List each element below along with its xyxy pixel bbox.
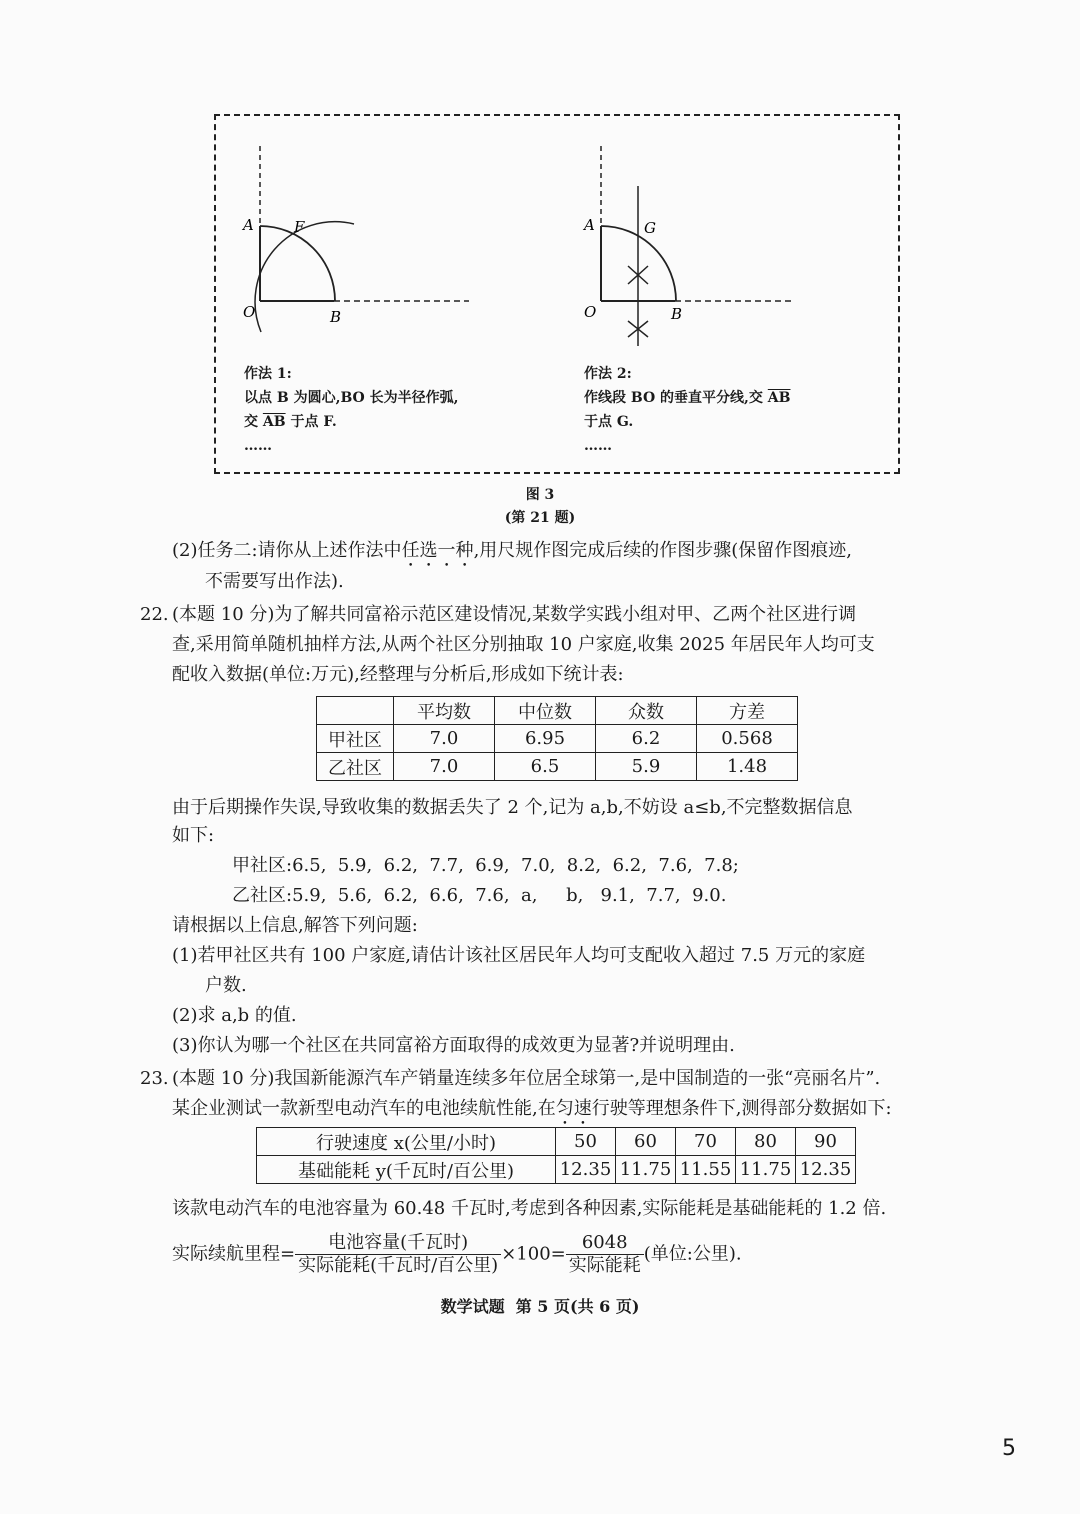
q23-intro-1: (本题 10 分)我国新能源汽车产销量连续多年位居全球第一,是中国制造的一张“亮丽名片”. [172,1068,881,1089]
q22-part1-line1: (1)若甲社区共有 100 户家庭,请估计该社区居民年人均可支配收入超过 7.5 万元的家庭 [172,945,866,966]
q22-intro-1: (本题 10 分)为了解共同富裕示范区建设情况,某数学实践小组对甲、乙两个社区进行调 [172,604,857,625]
label-a: A [243,216,254,234]
method-2-line2: 于点 G. [584,414,634,430]
method-2-ellipsis: …… [584,438,612,454]
q21-task2-line2: 不需要写出作法). [205,571,344,592]
label-b: B [330,308,342,326]
q22-number: 22. [140,604,169,625]
arc-ab [260,226,335,301]
label-o: O [243,303,256,321]
label-f: F [294,218,305,236]
q23-after: 该款电动汽车的电池容量为 60.48 千瓦时,考虑到各种因素,实际能耗是基础能耗的 1.2 倍. [172,1198,887,1219]
q22-prompt: 请根据以上信息,解答下列问题: [172,915,418,936]
page-footer: 数学试题 第 5 页(共 6 页) [440,1297,640,1316]
q22-data-yi: 乙社区:5.9, 5.6, 6.2, 6.6, 7.6, a, b, 9.1, 7.7, 9.0. [232,885,727,906]
method-1-line2: 交 $\overline{AB}$ 于点 F. [244,414,337,430]
q23-number: 23. [140,1068,169,1089]
arc-ab-notation: $\overline{AB}$ [767,390,791,406]
method-1-ellipsis: …… [244,438,272,454]
label-o: O [584,303,597,321]
figure-caption: 图 3 [525,487,555,503]
q22-after-1: 由于后期操作失误,导致收集的数据丢失了 2 个,记为 a,b,不妨设 a≤b,不完整数据信息 [172,797,853,818]
construction-diagram-2 [582,146,793,346]
label-a: A [584,216,595,234]
question-caption: (第 21 题) [504,510,576,526]
table-row: 行驶速度 x(公里/小时) 50 60 70 80 90 [257,1128,856,1156]
table-row: 乙社区 7.0 6.5 5.9 1.48 [317,753,798,781]
q22-stat-table [316,696,798,781]
table-row: 基础能耗 y(千瓦时/百公里) 12.35 11.75 11.55 11.75 12.35 [257,1156,856,1184]
page-number: 5 [1002,1436,1016,1461]
q22-data-jia: 甲社区:6.5, 5.9, 6.2, 7.7, 6.9, 7.0, 8.2, 6.2, 7.6, 7.8; [232,855,739,876]
method-1-title: 作法 1: [244,366,292,382]
q22-part3: (3)你认为哪一个社区在共同富裕方面取得的成效更为显著?并说明理由. [172,1035,735,1056]
q23-intro-2: 某企业测试一款新型电动汽车的电池续航性能,在匀速行驶等理想条件下,测得部分数据如下: [172,1098,892,1119]
construction-diagram-1 [214,114,896,374]
q22-intro-3: 配收入数据(单位:万元),经整理与分析后,形成如下统计表: [172,664,624,685]
fraction-range: $\frac{\text{电池容量(千瓦时)}}{\text{实际能耗(千瓦时/百公里)}}$ [295,1232,501,1277]
arc-ab-notation: $\overline{AB}$ [262,414,286,430]
method-2-title: 作法 2: [584,366,632,382]
q23-data-table [256,1127,856,1184]
label-g: G [644,219,656,237]
method-1-line1: 以点 B 为圆心,BO 长为半径作弧, [244,390,459,406]
fraction-6048: $\frac{6048}{\text{实际能耗}}$ [566,1232,644,1277]
q22-part1-line2: 户数. [205,975,247,996]
method-2-line1: 作线段 BO 的垂直平分线,交 $\overline{AB}$ [584,390,791,406]
q22-after-2: 如下: [172,825,215,846]
q23-formula: 实际续航里程= $\frac{\text{电池容量(千瓦时)}}{\text{实际能耗(千瓦时/百公里)}}$ ×100= $\frac{6048}{\text{实际能耗}}$ (单位:公里). [172,1232,742,1276]
table-row: 甲社区 7.0 6.95 6.2 0.568 [317,725,798,753]
q21-task2-line1: (2)任务二:请你从上述作法中任选一种,用尺规作图完成后续的作图步骤(保留作图痕迹, [172,540,853,561]
q22-intro-2: 查,采用简单随机抽样方法,从两个社区分别抽取 10 户家庭,收集 2025 年居民年人均可支 [172,634,875,655]
table-header-row: 平均数 中位数 众数 方差 [317,697,798,725]
q22-part2: (2)求 a,b 的值. [172,1005,297,1026]
label-b: B [671,305,683,323]
